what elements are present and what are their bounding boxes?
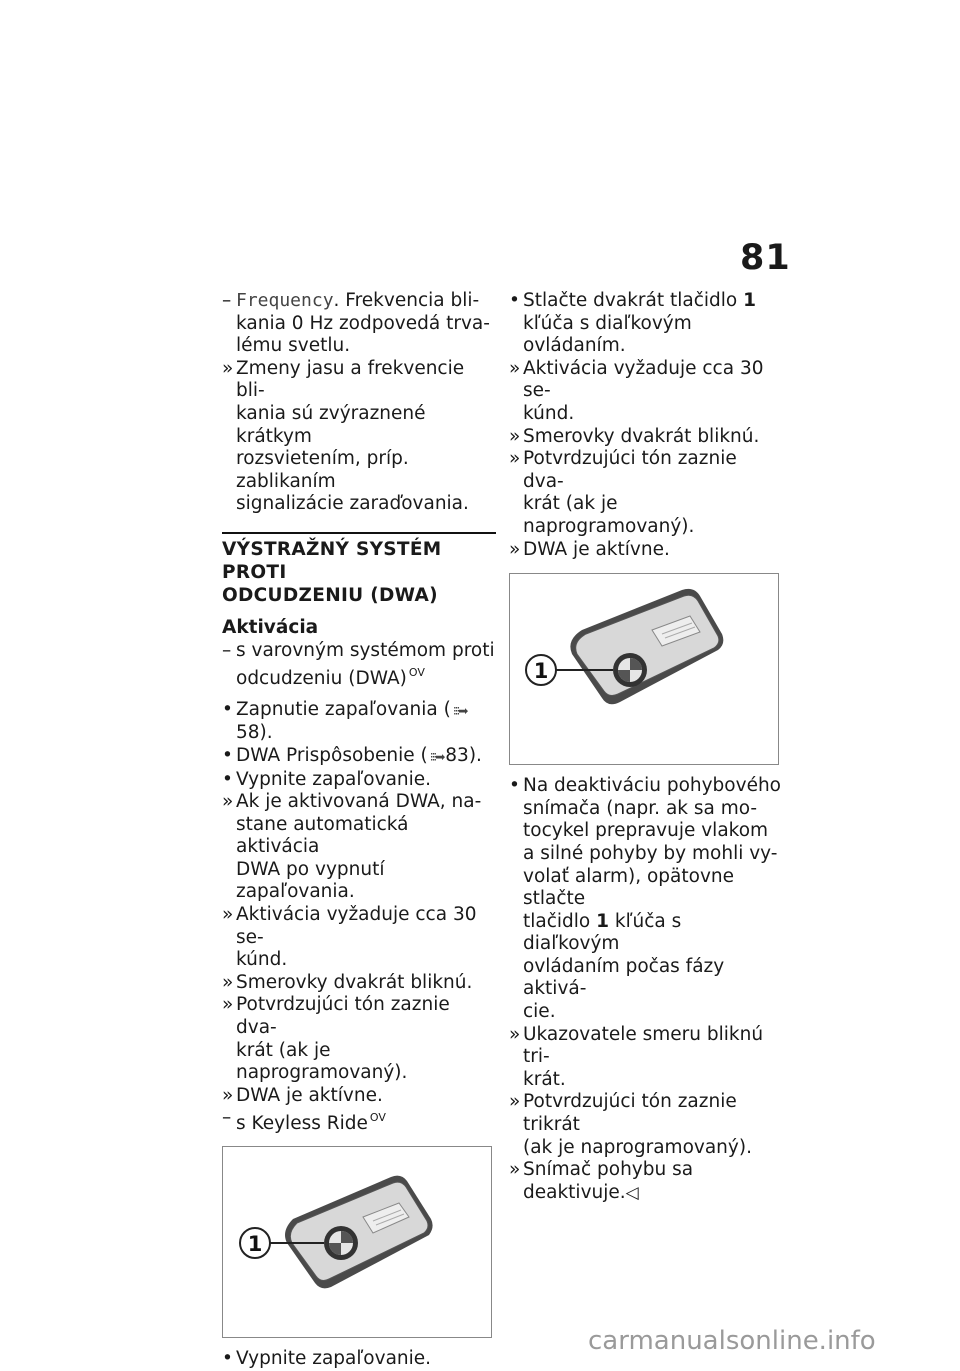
subsection-title: Aktivácia bbox=[222, 616, 319, 638]
result-item: » Zmeny jasu a frekvencie bli- kania sú zvýraznené krátkym rozsvietením, príp. zablikaním signalizácie zaraďovania. bbox=[222, 357, 469, 515]
code-frequency: Frequency bbox=[236, 290, 334, 311]
ov-badge: OV bbox=[408, 666, 425, 680]
list-item: – Frequency. Frekvencia bli- kania 0 Hz zodpovedá trva- lému svetlu. bbox=[222, 290, 490, 357]
result-item: » DWA je aktívne. bbox=[222, 1084, 383, 1106]
figure-callout-label: 1 bbox=[533, 659, 549, 684]
result-item: » Ukazovatele smeru bliknú tri- krát. bbox=[509, 1023, 764, 1090]
result-item: » Smerovky dvakrát bliknú. bbox=[509, 425, 760, 447]
left-column bbox=[222, 290, 496, 1371]
condition-item: – s varovným systémom proti odcudzeniu (DWA) $^{OV}$ bbox=[222, 639, 495, 690]
end-of-section-icon: ◁ bbox=[625, 1182, 639, 1203]
result-item: » Aktivácia vyžaduje cca 30 se- kúnd. bbox=[222, 904, 477, 971]
ov-badge: OV bbox=[369, 1111, 386, 1125]
right-column bbox=[509, 290, 783, 1204]
bullet-item: • Stlačte dvakrát tlačidlo 1 kľúča s diaľkovým ovládaním. bbox=[509, 290, 756, 357]
bullet-item: • Zapnutie zapaľovania ( ⁝⁝⁝➡58). bbox=[222, 698, 467, 744]
page-ref-arrow-icon: ⁝⁝⁝➡ bbox=[452, 703, 467, 718]
page-ref-link[interactable]: 83). bbox=[445, 744, 482, 766]
bullet-item: • Vypnite zapaľovanie. bbox=[222, 768, 432, 790]
key-fob-figure bbox=[222, 1146, 492, 1338]
result-item: » Potvrdzujúci tón zaznie dva- krát (ak je naprogramovaný). bbox=[509, 448, 737, 537]
page-ref-link[interactable]: 58). bbox=[236, 722, 273, 744]
page-number: 81 bbox=[740, 238, 791, 278]
section-divider bbox=[222, 532, 496, 607]
result-item: » Potvrdzujúci tón zaznie trikrát (ak je naprogramovaný). bbox=[509, 1091, 752, 1158]
section-title: VÝSTRAŽNÝ SYSTÉM PROTI ODCUDZENIU (DWA) bbox=[222, 538, 442, 606]
figure-callout-label: 1 bbox=[247, 1232, 263, 1256]
result-item: » Smerovky dvakrát bliknú. bbox=[222, 971, 473, 993]
bullet-item: • DWA Prispôsobenie ( ⁝⁝⁝➡ 83). bbox=[222, 745, 496, 769]
result-item: » DWA je aktívne. bbox=[509, 538, 670, 560]
result-item: » Ak je aktivovaná DWA, na- stane automatická aktivácia DWA po vypnutí zapaľovania. bbox=[222, 791, 482, 903]
key-fob-illustration bbox=[223, 1147, 491, 1337]
watermark: carmanualsonline.info bbox=[588, 1326, 876, 1356]
result-item: » Aktivácia vyžaduje cca 30 se- kúnd. bbox=[509, 357, 764, 424]
bullet-item: • Vypnite zapaľovanie. bbox=[222, 1348, 432, 1369]
key-fob-figure bbox=[509, 573, 779, 765]
page-ref-arrow-icon: ⁝⁝⁝➡ bbox=[429, 749, 444, 764]
result-item: » Snímač pohybu sa deaktivuje.◁ bbox=[509, 1159, 694, 1203]
key-fob-illustration bbox=[510, 574, 778, 764]
condition-item: – s Keyless Ride $^{OV}$ bbox=[222, 1107, 386, 1135]
result-item: » Potvrdzujúci tón zaznie dva- krát (ak je naprogramovaný). bbox=[222, 994, 450, 1084]
bullet-item: • Na deaktiváciu pohybového snímača (napr. ak sa mo- tocykel prepravuje vlakom a silné pohyby by mohli vy- volať alarm), opätovne stlačte tlačidlo 1 kľúča s diaľkovým ovládaním počas fázy aktivá- cie. bbox=[509, 775, 781, 1023]
